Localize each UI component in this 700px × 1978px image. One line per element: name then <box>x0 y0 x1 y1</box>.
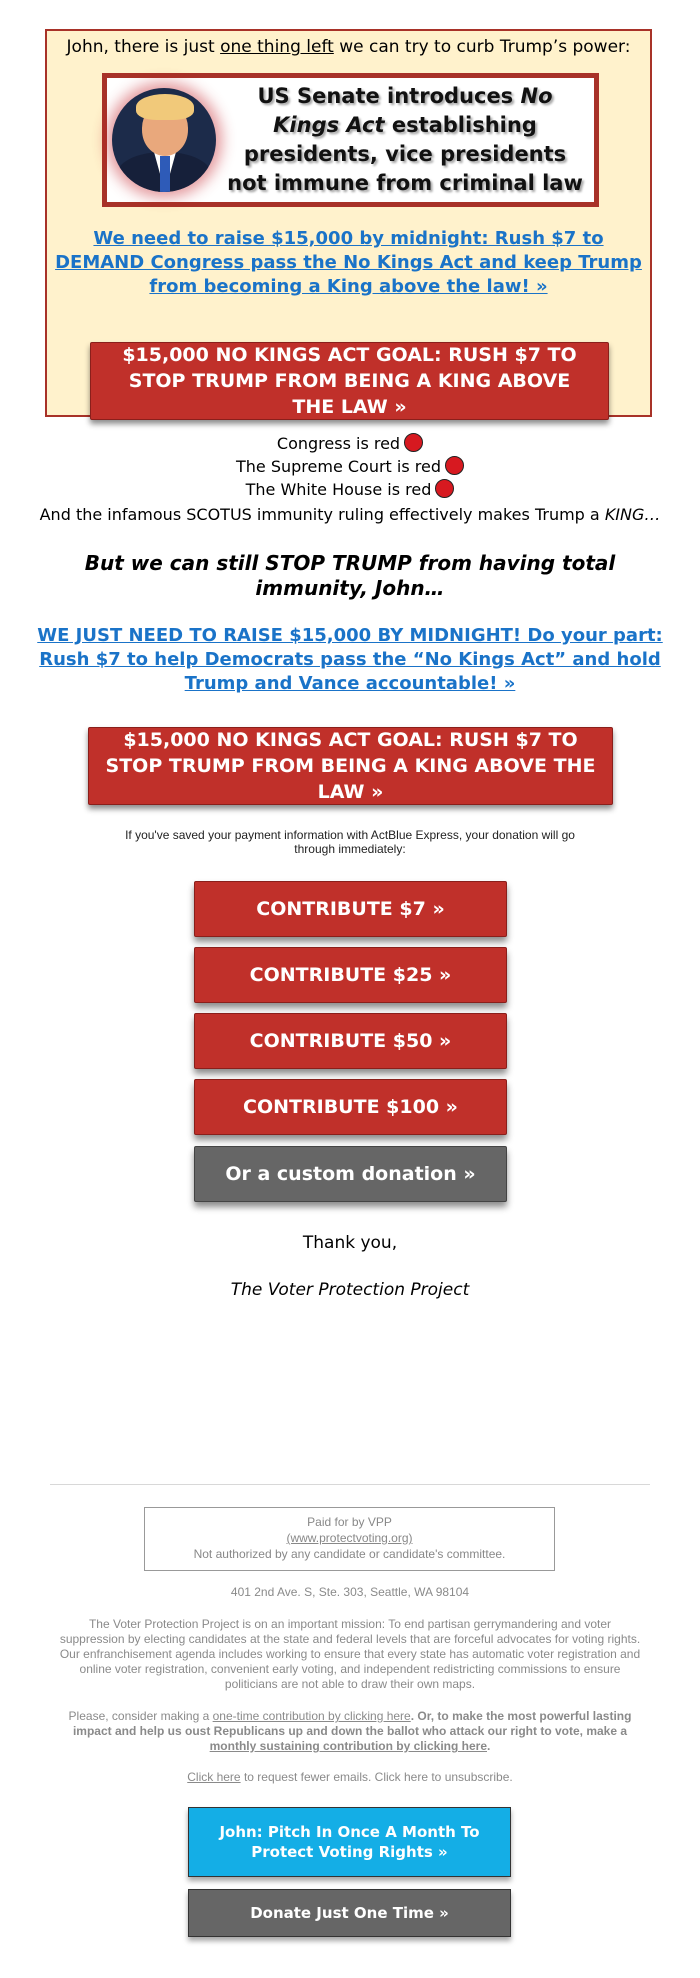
top-appeal-box <box>45 29 652 417</box>
custom-donation-button[interactable]: Or a custom donation » <box>194 1146 507 1202</box>
one-time-donation-button[interactable]: Donate Just One Time » <box>188 1889 511 1937</box>
stop-trump-heading: But we can still STOP TRUMP from having total immunity, John… <box>84 551 616 600</box>
contribute-50-button[interactable]: CONTRIBUTE $50 » <box>194 1013 507 1069</box>
intro-text: John, there is just one thing left we can try to curb Trump’s power: <box>66 37 631 57</box>
raise-link-top[interactable]: We need to raise $15,000 by midnight: Rush $7 to DEMAND Congress pass the No Kings Act and keep Trump from becoming a King above the law! » <box>55 228 642 297</box>
status-court: The Supreme Court is red <box>0 455 700 478</box>
monthly-contribution-link[interactable]: monthly sustaining contribution by clicking here <box>209 1739 487 1753</box>
intro-underlined: one thing left <box>220 37 334 57</box>
address: 401 2nd Ave. S, Ste. 303, Seattle, WA 98104 <box>230 1585 470 1599</box>
red-dot-icon <box>404 433 423 452</box>
one-time-contribution-link[interactable]: one-time contribution by clicking here <box>212 1709 411 1723</box>
contribute-25-button[interactable]: CONTRIBUTE $25 » <box>194 947 507 1003</box>
banner-headline: US Senate introduces No Kings Act establishing presidents, vice presidents not immune from criminal law <box>227 84 583 195</box>
contribution-appeal: Please, consider making a one-time contribution by clicking here. Or, to make the most powerful lasting impact and help us oust Republicans up and down the ballot who attack our right to vote, make a monthly sustaining contribution by clicking here. <box>68 1709 632 1753</box>
status-white-house: The White House is red <box>0 478 700 501</box>
paid-for-box: Paid for by VPP (www.protectvoting.org) Not authorized by any candidate or candidate's committee. <box>144 1507 555 1571</box>
goal-button-top[interactable]: $15,000 NO KINGS ACT GOAL: RUSH $7 TO STOP TRUMP FROM BEING A KING ABOVE THE LAW » <box>90 342 609 420</box>
contribute-7-button[interactable]: CONTRIBUTE $7 » <box>194 881 507 937</box>
red-dot-icon <box>445 456 464 475</box>
contribute-100-button[interactable]: CONTRIBUTE $100 » <box>194 1079 507 1135</box>
email-preferences: Click here to request fewer emails. Click here to unsubscribe. <box>187 1770 513 1784</box>
raise-link-middle[interactable]: WE JUST NEED TO RAISE $15,000 BY MIDNIGHT! Do your part: Rush $7 to help Democrats pass the “No Kings Act” and hold Trump and Vance accountable! » <box>37 625 663 694</box>
fewer-emails-link[interactable]: Click here <box>187 1770 241 1784</box>
signature: The Voter Protection Project <box>230 1280 470 1300</box>
red-dot-icon <box>435 479 454 498</box>
goal-button-middle[interactable]: $15,000 NO KINGS ACT GOAL: RUSH $7 TO STOP TRUMP FROM BEING A KING ABOVE THE LAW » <box>88 727 613 805</box>
status-congress: Congress is red <box>0 432 700 455</box>
monthly-donation-button[interactable]: John: Pitch In Once A Month To Protect Voting Rights » <box>188 1807 511 1877</box>
footer-divider <box>50 1484 650 1485</box>
mission-text: The Voter Protection Project is on an important mission: To end partisan gerrymandering and voter suppression by electing candidates at the state and federal levels that are forceful advocates for voting rights. Our enfranchisement agenda includes working to ensure that every state has automatic voter registration and online voter registration, convenient early voting, and independent redistricting commissions to ensure politicians are not able to draw their own maps. <box>59 1617 641 1691</box>
trump-portrait <box>112 88 216 192</box>
website-link[interactable]: (www.protectvoting.org) <box>286 1531 413 1545</box>
status-immunity: And the infamous SCOTUS immunity ruling effectively makes Trump a KING… <box>39 505 661 524</box>
thank-you-text: Thank you, <box>302 1233 398 1253</box>
actblue-express-note: If you've saved your payment information with ActBlue Express, your donation will go through immediately: <box>125 828 575 856</box>
headline-banner-image[interactable] <box>102 73 599 207</box>
